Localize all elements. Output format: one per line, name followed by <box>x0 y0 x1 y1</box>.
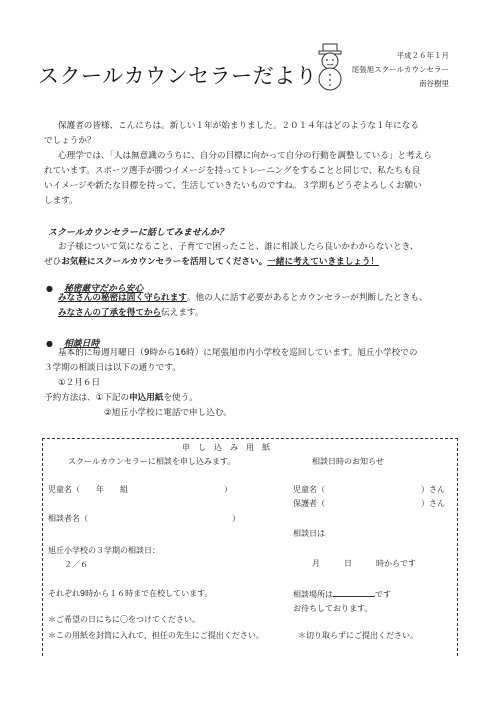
notice-cut-note: ＊切り取らずにご提出ください。 <box>298 631 418 640</box>
reservation-text: を使う。 <box>163 393 198 403</box>
intro-line: いイメージや新たな目標を持って、生活していきたいものですね。３学期もどうぞよろしくお願い <box>44 181 422 191</box>
bullet-icon: ● <box>46 284 53 293</box>
form-border-left <box>42 438 43 656</box>
intro-line: 保護者の皆様、こんにちは。新しい１年が始まりました。２０１４年はどのような１年になる <box>58 121 419 131</box>
child-name-field[interactable]: 児童名（ 年 組 ） <box>48 485 232 494</box>
reservation-method-2: ②旭丘小学校に電話で申し込む。 <box>104 408 233 418</box>
notice-place-label: 相談場所は <box>293 590 333 599</box>
notice-guardian-name[interactable]: 保護者（ ）さん <box>293 499 445 508</box>
notice-wait: お待ちしております。 <box>293 604 373 613</box>
author: 南谷樹里 <box>419 79 449 88</box>
notice-place-suffix: です <box>375 590 391 599</box>
consultant-name-field[interactable]: 相談者名（ ） <box>48 514 240 523</box>
intro-line: でしょうか？ <box>44 136 96 146</box>
available-hours: それぞれ9時から１６時まで在校しています。 <box>48 589 213 598</box>
form-border-right <box>457 438 458 656</box>
schedule-date: ①２月６日 <box>58 378 101 388</box>
form-right-heading: 相談日時のお知らせ <box>312 457 384 466</box>
form-note: ＊ご希望の日にちに〇をつけてください。 <box>48 615 200 624</box>
section-heading-consult: スクールカウンセラーに話してみませんか？ <box>48 228 228 238</box>
issue-date: 平成２６年１月 <box>396 51 449 60</box>
intro-line: します。 <box>44 196 78 206</box>
snowman-icon <box>312 42 348 92</box>
bullet-icon: ● <box>46 339 53 348</box>
privacy-text: 伝えます。 <box>161 308 204 318</box>
consult-line <box>44 255 379 270</box>
privacy-emphasis: みなさんの了承を得てから <box>58 308 162 318</box>
consult-underlined: 一緒に考えていきましょう！ <box>267 257 380 267</box>
consult-emphasis: お気軽にスクールカウンセラーを活用してください。 <box>61 257 268 267</box>
section-heading-schedule: 相談日時 <box>64 339 100 349</box>
schedule-line: ３学期の相談日は以下の通りです。 <box>44 363 181 373</box>
notice-place-blank[interactable] <box>333 588 375 597</box>
consult-date-label: 旭丘小学校の３学期の相談日： <box>48 546 160 555</box>
privacy-emphasis: みなさんの秘密は固く守られます <box>58 293 187 303</box>
notice-child-name[interactable]: 児童名（ ）さん <box>293 485 445 494</box>
privacy-line <box>58 306 203 321</box>
notice-place[interactable] <box>293 588 391 600</box>
application-form-emphasis: 申込用紙 <box>129 393 164 403</box>
privacy-line <box>58 291 428 306</box>
privacy-text: 。他の人に話す必要があるとカウンセラーが判断したときも、 <box>186 293 428 303</box>
notice-date-label: 相談日は <box>293 529 325 538</box>
intro-line: 心理学では、「人は無意識のうちに、自分の目標に向かって自分の行動を調整している」と考えら <box>58 151 432 161</box>
form-note: ＊この用紙を封筒に入れて、担任の先生にご提出ください。 <box>48 631 264 640</box>
notice-date-value[interactable]: 月 日 時からです <box>312 559 416 568</box>
reservation-text: 予約方法は、①下記の <box>44 393 130 403</box>
page-title: スクールカウンセラーだより <box>38 64 318 88</box>
form-title: 申 し 込 み 用 紙 <box>182 443 270 452</box>
intro-line: れています。スポーツ選手が勝つイメージを持ってトレーニングをすることと同じで、私たちも良 <box>44 166 421 176</box>
organization: 尾張旭スクールカウンセラー <box>351 65 449 74</box>
section-heading-privacy: 秘密厳守だから安心 <box>64 284 144 294</box>
consult-line: お子様について気になること、子育てで困ったこと、誰に相談したら良いかわからないとき、 <box>58 242 419 252</box>
form-border-top <box>42 438 458 439</box>
schedule-line: 基本的に毎週月曜日（9時から16時）に尾張旭市内小学校を巡回しています。旭丘小学校での <box>58 348 418 358</box>
form-left-heading: スクールカウンセラーに相談を申し込みます。 <box>68 457 236 466</box>
consult-date-option[interactable]: ２／６ <box>64 560 88 569</box>
reservation-method <box>44 391 198 406</box>
consult-text: ぜひ <box>44 257 62 267</box>
